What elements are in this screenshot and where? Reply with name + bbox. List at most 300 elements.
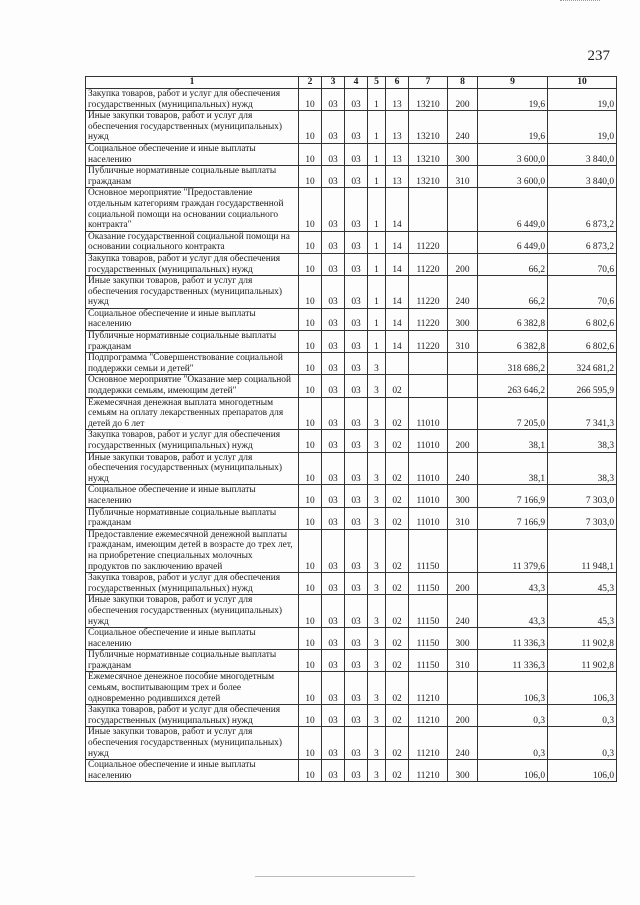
code-cell: 02: [386, 672, 409, 705]
row-name: Иные закупки товаров, работ и услуг для обеспечения государственных (муниципальных) нужд: [86, 452, 299, 485]
row-name: Публичные нормативные социальные выплаты гражданам: [86, 166, 299, 188]
code-cell: 13210: [409, 111, 448, 144]
column-header: 1: [86, 77, 299, 89]
code-cell: 13: [386, 143, 409, 165]
code-cell: 14: [386, 331, 409, 353]
code-cell: 11220: [409, 253, 448, 275]
table-row: [86, 231, 617, 253]
table-row: [86, 188, 617, 231]
code-cell: 10: [299, 397, 322, 430]
code-cell: 3: [368, 628, 386, 650]
code-cell: 1: [368, 253, 386, 275]
row-name: Предоставление ежемесячной денежной выплаты гражданам, имеющим детей в возрасте до трех лет, на приобретение специальных молочных продуктов по заключению врачей: [86, 529, 299, 572]
row-name: Закупка товаров, работ и услуг для обеспечения государственных (муниципальных) нужд: [86, 573, 299, 595]
code-cell: 3: [368, 650, 386, 672]
scan-mark: [560, 0, 600, 4]
table-row: [86, 397, 617, 430]
code-cell: 03: [322, 353, 345, 375]
code-cell: 10: [299, 529, 322, 572]
column-header: 9: [478, 77, 548, 89]
code-cell: 1: [368, 331, 386, 353]
amount-cell: 7 341,3: [548, 397, 617, 430]
column-header: 2: [299, 77, 322, 89]
table-row: [86, 89, 617, 111]
row-name: Оказание государственной социальной помощи на основании социального контракта: [86, 231, 299, 253]
code-cell: 1: [368, 111, 386, 144]
amount-cell: 38,1: [478, 430, 548, 452]
amount-cell: 6 802,6: [548, 308, 617, 330]
code-cell: 03: [322, 573, 345, 595]
amount-cell: 11 902,8: [548, 628, 617, 650]
code-cell: 1: [368, 308, 386, 330]
amount-cell: 66,2: [478, 253, 548, 275]
amount-cell: 0,3: [548, 705, 617, 727]
row-name: Подпрограмма "Совершенствование социальной поддержки семьи и детей": [86, 353, 299, 375]
code-cell: 03: [345, 430, 368, 452]
row-name: Ежемесячная денежная выплата многодетным семьям на оплату лекарственных препаратов для детей до 6 лет: [86, 397, 299, 430]
code-cell: 3: [368, 672, 386, 705]
code-cell: 02: [386, 529, 409, 572]
code-cell: 03: [345, 375, 368, 397]
amount-cell: 11 336,3: [478, 650, 548, 672]
code-cell: 02: [386, 650, 409, 672]
code-cell: 200: [448, 430, 478, 452]
code-cell: 02: [386, 628, 409, 650]
code-cell: 300: [448, 143, 478, 165]
code-cell: 11010: [409, 507, 448, 529]
code-cell: 240: [448, 276, 478, 309]
code-cell: 03: [345, 276, 368, 309]
row-name: Социальное обеспечение и иные выплаты населению: [86, 760, 299, 782]
code-cell: 11010: [409, 430, 448, 452]
row-name: Социальное обеспечение и иные выплаты населению: [86, 308, 299, 330]
code-cell: [409, 353, 448, 375]
amount-cell: 6 382,8: [478, 308, 548, 330]
amount-cell: 3 840,0: [548, 143, 617, 165]
code-cell: 03: [345, 650, 368, 672]
row-name: Иные закупки товаров, работ и услуг для обеспечения государственных (муниципальных) нужд: [86, 595, 299, 628]
code-cell: 03: [322, 375, 345, 397]
code-cell: [386, 353, 409, 375]
amount-cell: 266 595,9: [548, 375, 617, 397]
code-cell: 3: [368, 430, 386, 452]
code-cell: 3: [368, 397, 386, 430]
code-cell: 310: [448, 650, 478, 672]
amount-cell: 38,1: [478, 452, 548, 485]
code-cell: 11150: [409, 529, 448, 572]
code-cell: 11220: [409, 308, 448, 330]
amount-cell: 66,2: [478, 276, 548, 309]
code-cell: 240: [448, 111, 478, 144]
table-row: [86, 727, 617, 760]
code-cell: 14: [386, 188, 409, 231]
code-cell: 03: [322, 276, 345, 309]
code-cell: 10: [299, 507, 322, 529]
code-cell: 03: [345, 188, 368, 231]
code-cell: 03: [345, 573, 368, 595]
code-cell: 1: [368, 143, 386, 165]
code-cell: 1: [368, 166, 386, 188]
amount-cell: 6 802,6: [548, 331, 617, 353]
code-cell: 200: [448, 705, 478, 727]
code-cell: 13: [386, 166, 409, 188]
code-cell: 03: [322, 507, 345, 529]
table-row: [86, 650, 617, 672]
table-row: [86, 705, 617, 727]
code-cell: 10: [299, 375, 322, 397]
code-cell: 200: [448, 573, 478, 595]
code-cell: 10: [299, 705, 322, 727]
code-cell: 11210: [409, 705, 448, 727]
code-cell: 13210: [409, 166, 448, 188]
code-cell: 11010: [409, 397, 448, 430]
code-cell: 11150: [409, 573, 448, 595]
code-cell: 14: [386, 308, 409, 330]
code-cell: 10: [299, 231, 322, 253]
amount-cell: 0,3: [478, 727, 548, 760]
column-header: 10: [548, 77, 617, 89]
row-name: Иные закупки товаров, работ и услуг для обеспечения государственных (муниципальных) нужд: [86, 111, 299, 144]
amount-cell: 43,3: [478, 595, 548, 628]
code-cell: 03: [345, 253, 368, 275]
code-cell: 1: [368, 188, 386, 231]
table-row: [86, 253, 617, 275]
amount-cell: 3 600,0: [478, 143, 548, 165]
table-row: [86, 485, 617, 507]
code-cell: [448, 529, 478, 572]
code-cell: 10: [299, 111, 322, 144]
code-cell: 02: [386, 727, 409, 760]
code-cell: 200: [448, 89, 478, 111]
table-header-row: [86, 77, 617, 89]
code-cell: 10: [299, 353, 322, 375]
code-cell: 300: [448, 485, 478, 507]
amount-cell: 70,6: [548, 276, 617, 309]
amount-cell: 318 686,2: [478, 353, 548, 375]
amount-cell: 19,6: [478, 111, 548, 144]
budget-table: [85, 76, 617, 782]
table-row: [86, 308, 617, 330]
code-cell: 02: [386, 507, 409, 529]
amount-cell: 11 948,1: [548, 529, 617, 572]
amount-cell: 3 600,0: [478, 166, 548, 188]
page-number: 237: [587, 48, 610, 64]
column-header: 5: [368, 77, 386, 89]
code-cell: 03: [322, 529, 345, 572]
table-row: [86, 529, 617, 572]
code-cell: 03: [322, 430, 345, 452]
code-cell: 03: [322, 452, 345, 485]
table-row: [86, 276, 617, 309]
code-cell: 11220: [409, 276, 448, 309]
code-cell: 10: [299, 253, 322, 275]
code-cell: 1: [368, 231, 386, 253]
code-cell: 10: [299, 188, 322, 231]
code-cell: 03: [322, 628, 345, 650]
table-row: [86, 507, 617, 529]
code-cell: [409, 375, 448, 397]
code-cell: 3: [368, 485, 386, 507]
code-cell: 10: [299, 760, 322, 782]
code-cell: 03: [322, 188, 345, 231]
code-cell: 3: [368, 353, 386, 375]
amount-cell: 106,3: [548, 672, 617, 705]
code-cell: 03: [345, 111, 368, 144]
row-name: Иные закупки товаров, работ и услуг для обеспечения государственных (муниципальных) нужд: [86, 276, 299, 309]
row-name: Закупка товаров, работ и услуг для обеспечения государственных (муниципальных) нужд: [86, 89, 299, 111]
code-cell: 02: [386, 452, 409, 485]
code-cell: 03: [345, 231, 368, 253]
amount-cell: 6 382,8: [478, 331, 548, 353]
code-cell: 300: [448, 308, 478, 330]
column-header: 7: [409, 77, 448, 89]
amount-cell: 45,3: [548, 595, 617, 628]
row-name: Ежемесячное денежное пособие многодетным семьям, воспитывающим трех и более одновременно родившихся детей: [86, 672, 299, 705]
code-cell: 03: [345, 397, 368, 430]
code-cell: 11220: [409, 231, 448, 253]
code-cell: 310: [448, 166, 478, 188]
code-cell: 02: [386, 705, 409, 727]
amount-cell: 43,3: [478, 573, 548, 595]
amount-cell: 6 873,2: [548, 188, 617, 231]
column-header: 3: [322, 77, 345, 89]
code-cell: [448, 672, 478, 705]
amount-cell: 263 646,2: [478, 375, 548, 397]
amount-cell: 19,6: [478, 89, 548, 111]
code-cell: 03: [322, 650, 345, 672]
amount-cell: 106,0: [548, 760, 617, 782]
table-row: [86, 672, 617, 705]
code-cell: 11010: [409, 452, 448, 485]
table-row: [86, 760, 617, 782]
amount-cell: 106,0: [478, 760, 548, 782]
code-cell: 300: [448, 760, 478, 782]
amount-cell: 19,0: [548, 111, 617, 144]
code-cell: 03: [345, 331, 368, 353]
code-cell: 11010: [409, 485, 448, 507]
amount-cell: 45,3: [548, 573, 617, 595]
code-cell: 10: [299, 430, 322, 452]
code-cell: 3: [368, 760, 386, 782]
code-cell: 3: [368, 529, 386, 572]
code-cell: 10: [299, 595, 322, 628]
code-cell: 300: [448, 628, 478, 650]
code-cell: 10: [299, 89, 322, 111]
code-cell: 310: [448, 507, 478, 529]
code-cell: 03: [322, 485, 345, 507]
code-cell: 03: [322, 331, 345, 353]
code-cell: 11210: [409, 672, 448, 705]
code-cell: [448, 375, 478, 397]
row-name: Основное мероприятие "Предоставление отдельным категориям граждан государственной социальной помощи на основании социального контракта": [86, 188, 299, 231]
amount-cell: 3 840,0: [548, 166, 617, 188]
column-header: 4: [345, 77, 368, 89]
code-cell: 03: [322, 672, 345, 705]
table-row: [86, 628, 617, 650]
code-cell: [409, 188, 448, 231]
amount-cell: 0,3: [548, 727, 617, 760]
code-cell: 10: [299, 452, 322, 485]
code-cell: 02: [386, 573, 409, 595]
code-cell: 3: [368, 573, 386, 595]
code-cell: 03: [345, 672, 368, 705]
code-cell: 03: [345, 595, 368, 628]
code-cell: 03: [322, 111, 345, 144]
amount-cell: 7 303,0: [548, 507, 617, 529]
code-cell: 03: [322, 705, 345, 727]
table-row: [86, 430, 617, 452]
amount-cell: 11 336,3: [478, 628, 548, 650]
code-cell: 10: [299, 650, 322, 672]
table-row: [86, 353, 617, 375]
table-row: [86, 452, 617, 485]
amount-cell: 6 873,2: [548, 231, 617, 253]
code-cell: 10: [299, 308, 322, 330]
code-cell: 13: [386, 89, 409, 111]
code-cell: 10: [299, 485, 322, 507]
code-cell: 10: [299, 628, 322, 650]
code-cell: [448, 231, 478, 253]
amount-cell: 70,6: [548, 253, 617, 275]
table-body: [86, 89, 617, 782]
code-cell: 03: [322, 231, 345, 253]
code-cell: 3: [368, 595, 386, 628]
column-header: 8: [448, 77, 478, 89]
code-cell: 14: [386, 276, 409, 309]
table-row: [86, 166, 617, 188]
code-cell: 11150: [409, 628, 448, 650]
code-cell: 11150: [409, 595, 448, 628]
code-cell: 02: [386, 397, 409, 430]
code-cell: 03: [345, 628, 368, 650]
amount-cell: 6 449,0: [478, 188, 548, 231]
code-cell: 3: [368, 705, 386, 727]
code-cell: 1: [368, 89, 386, 111]
amount-cell: 6 449,0: [478, 231, 548, 253]
code-cell: 3: [368, 452, 386, 485]
code-cell: 03: [322, 595, 345, 628]
amount-cell: 38,3: [548, 452, 617, 485]
table-row: [86, 111, 617, 144]
code-cell: 10: [299, 672, 322, 705]
row-name: Публичные нормативные социальные выплаты гражданам: [86, 331, 299, 353]
table-row: [86, 143, 617, 165]
code-cell: 310: [448, 331, 478, 353]
amount-cell: 7 205,0: [478, 397, 548, 430]
code-cell: 11210: [409, 727, 448, 760]
row-name: Социальное обеспечение и иные выплаты населению: [86, 143, 299, 165]
code-cell: 03: [345, 760, 368, 782]
code-cell: 03: [322, 760, 345, 782]
bottom-divider: [255, 876, 415, 877]
code-cell: 03: [322, 397, 345, 430]
code-cell: 240: [448, 595, 478, 628]
code-cell: 03: [322, 89, 345, 111]
code-cell: 11220: [409, 331, 448, 353]
code-cell: 14: [386, 253, 409, 275]
code-cell: 03: [322, 727, 345, 760]
amount-cell: 7 166,9: [478, 507, 548, 529]
code-cell: 02: [386, 760, 409, 782]
code-cell: 10: [299, 573, 322, 595]
amount-cell: 7 303,0: [548, 485, 617, 507]
amount-cell: 106,3: [478, 672, 548, 705]
code-cell: 03: [345, 529, 368, 572]
table-row: [86, 573, 617, 595]
code-cell: 3: [368, 375, 386, 397]
code-cell: [448, 397, 478, 430]
code-cell: 03: [345, 143, 368, 165]
row-name: Закупка товаров, работ и услуг для обеспечения государственных (муниципальных) нужд: [86, 705, 299, 727]
amount-cell: 11 902,8: [548, 650, 617, 672]
code-cell: 03: [322, 143, 345, 165]
row-name: Социальное обеспечение и иные выплаты населению: [86, 485, 299, 507]
code-cell: 1: [368, 276, 386, 309]
code-cell: 200: [448, 253, 478, 275]
code-cell: 14: [386, 231, 409, 253]
amount-cell: 0,3: [478, 705, 548, 727]
code-cell: 02: [386, 485, 409, 507]
code-cell: [448, 188, 478, 231]
code-cell: 11150: [409, 650, 448, 672]
code-cell: 3: [368, 507, 386, 529]
code-cell: 3: [368, 727, 386, 760]
code-cell: 03: [345, 166, 368, 188]
code-cell: 13: [386, 111, 409, 144]
row-name: Публичные нормативные социальные выплаты гражданам: [86, 507, 299, 529]
table-row: [86, 595, 617, 628]
row-name: Публичные нормативные социальные выплаты гражданам: [86, 650, 299, 672]
code-cell: 10: [299, 727, 322, 760]
column-header: 6: [386, 77, 409, 89]
code-cell: 13210: [409, 143, 448, 165]
code-cell: 10: [299, 331, 322, 353]
amount-cell: 11 379,6: [478, 529, 548, 572]
code-cell: 03: [345, 452, 368, 485]
code-cell: 02: [386, 375, 409, 397]
code-cell: 03: [345, 308, 368, 330]
code-cell: 10: [299, 143, 322, 165]
code-cell: 10: [299, 166, 322, 188]
table-row: [86, 331, 617, 353]
code-cell: 03: [322, 308, 345, 330]
row-name: Иные закупки товаров, работ и услуг для обеспечения государственных (муниципальных) нужд: [86, 727, 299, 760]
code-cell: 11210: [409, 760, 448, 782]
amount-cell: 324 681,2: [548, 353, 617, 375]
code-cell: [448, 353, 478, 375]
code-cell: 03: [345, 507, 368, 529]
code-cell: 240: [448, 452, 478, 485]
amount-cell: 19,0: [548, 89, 617, 111]
row-name: Социальное обеспечение и иные выплаты населению: [86, 628, 299, 650]
amount-cell: 7 166,9: [478, 485, 548, 507]
row-name: Закупка товаров, работ и услуг для обеспечения государственных (муниципальных) нужд: [86, 253, 299, 275]
code-cell: 03: [345, 727, 368, 760]
code-cell: 13210: [409, 89, 448, 111]
code-cell: 03: [322, 253, 345, 275]
code-cell: 02: [386, 430, 409, 452]
code-cell: 03: [345, 89, 368, 111]
code-cell: 10: [299, 276, 322, 309]
code-cell: 03: [345, 485, 368, 507]
code-cell: 03: [322, 166, 345, 188]
amount-cell: 38,3: [548, 430, 617, 452]
table-row: [86, 375, 617, 397]
row-name: Закупка товаров, работ и услуг для обеспечения государственных (муниципальных) нужд: [86, 430, 299, 452]
code-cell: 240: [448, 727, 478, 760]
code-cell: 03: [345, 705, 368, 727]
row-name: Основное мероприятие "Оказание мер социальной поддержки семьям, имеющим детей": [86, 375, 299, 397]
